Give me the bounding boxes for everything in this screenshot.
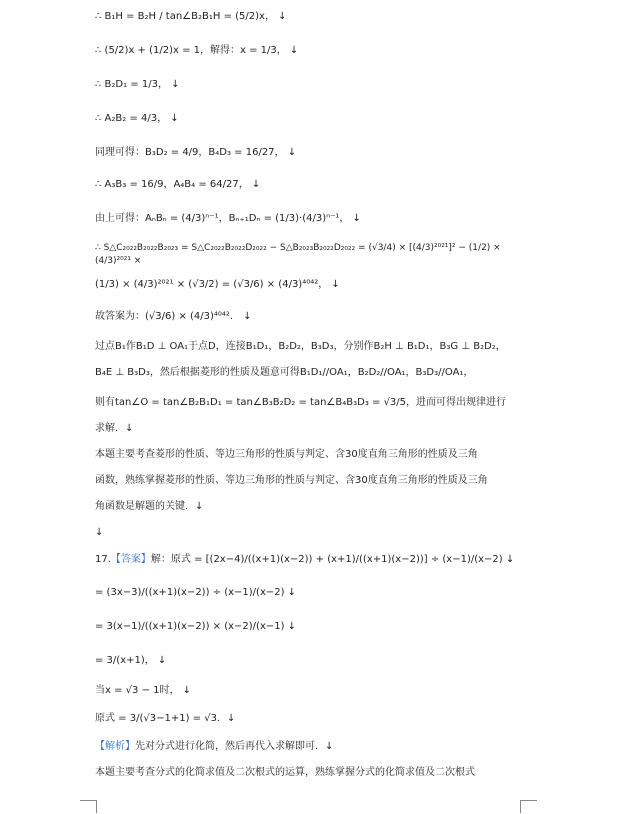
section-tag: 【解析】	[95, 741, 135, 752]
question-17-answer: 17.【答案】解：原式 = [(2x−4)/((x+1)(x−2)) + (x+1)/((x+1)(x−2))] ÷ (x−1)/(x−2) ↓	[95, 554, 515, 565]
derivation-line: = 3(x−1)/((x+1)(x−2)) × (x−2)/(x−1) ↓	[95, 621, 297, 632]
section-tag: 【答案】	[110, 554, 151, 565]
blank-line-mark: ↓	[95, 527, 104, 538]
answer-line: 故答案为：(√3/6) × (4/3)⁴⁰⁴²． ↓	[95, 311, 252, 322]
summary-line: 本题主要考查菱形的性质、等边三角形的性质与判定、含30度直角三角形的性质及三角	[95, 449, 478, 460]
derivation-line: ∴ S△C₂₀₂₂B₂₀₂₂B₂₀₂₃ = S△C₂₀₂₂B₂₀₂₂D₂₀₂₂ − S△B₂₀₂₃B₂₀₂₂D₂₀₂₂ = (√3/4) × [(4/3)²⁰²¹]² − (1/2) × (4/3)²⁰²¹ ×	[95, 243, 501, 266]
summary-line: 角函数是解题的关键．↓	[95, 501, 204, 512]
derivation-line: 同理可得：B₃D₂ = 4/9，B₄D₃ = 16/27， ↓	[95, 147, 297, 158]
analysis-line: 【解析】先对分式进行化简，然后再代入求解即可．↓	[95, 741, 334, 752]
page-corner-mark-right	[520, 800, 537, 813]
summary-line: 本题主要考查分式的化简求值及二次根式的运算，熟练掌握分式的化简求值及二次根式	[95, 767, 475, 778]
page-corner-mark-left	[80, 800, 97, 813]
derivation-line: = (3x−3)/((x+1)(x−2)) ÷ (x−1)/(x−2) ↓	[95, 587, 297, 598]
derivation-line: 当x = √3 − 1时， ↓	[95, 685, 192, 696]
derivation-line: ∴ B₂D₁ = 1/3， ↓	[95, 79, 180, 90]
explanation-line: B₄E ⊥ B₃D₃，然后根据菱形的性质及题意可得B₁D₁//OA₁，B₂D₂//OA₁，B₃D₃//OA₁，	[95, 367, 474, 378]
derivation-line: 原式 = 3/(√3−1+1) = √3．↓	[95, 713, 236, 724]
derivation-line: ∴ A₂B₂ = 4/3， ↓	[95, 113, 179, 124]
derivation-line: = 3/(x+1)， ↓	[95, 655, 167, 666]
derivation-line: 由上可得：AₙBₙ = (4/3)ⁿ⁻¹，Bₙ₊₁Dₙ = (1/3)·(4/3)ⁿ⁻¹， ↓	[95, 213, 361, 224]
explanation-line: 则有tan∠O = tan∠B₂B₁D₁ = tan∠B₃B₂D₂ = tan∠B₄B₃D₃ = √3/5，进而可得出规律进行	[95, 397, 507, 408]
explanation-line: 过点B₁作B₁D ⊥ OA₁于点D，连接B₁D₁，B₂D₂，B₃D₃，分别作B₂H ⊥ B₁D₁，B₃G ⊥ B₂D₂，	[95, 341, 506, 352]
summary-line: 函数，熟练掌握菱形的性质、等边三角形的性质与判定、含30度直角三角形的性质及三角	[95, 475, 488, 486]
derivation-line: ∴ B₁H = B₂H / tan∠B₂B₁H = (5/2)x， ↓	[95, 11, 287, 22]
derivation-line: ∴ (5/2)x + (1/2)x = 1，解得：x = 1/3， ↓	[95, 45, 299, 56]
explanation-line: 求解．↓	[95, 423, 134, 434]
derivation-line: (1/3) × (4/3)²⁰²¹ × (√3/2) = (√3/6) × (4/3)⁴⁰⁴²， ↓	[95, 279, 340, 290]
derivation-line: ∴ A₃B₃ = 16/9，A₄B₄ = 64/27， ↓	[95, 179, 261, 190]
